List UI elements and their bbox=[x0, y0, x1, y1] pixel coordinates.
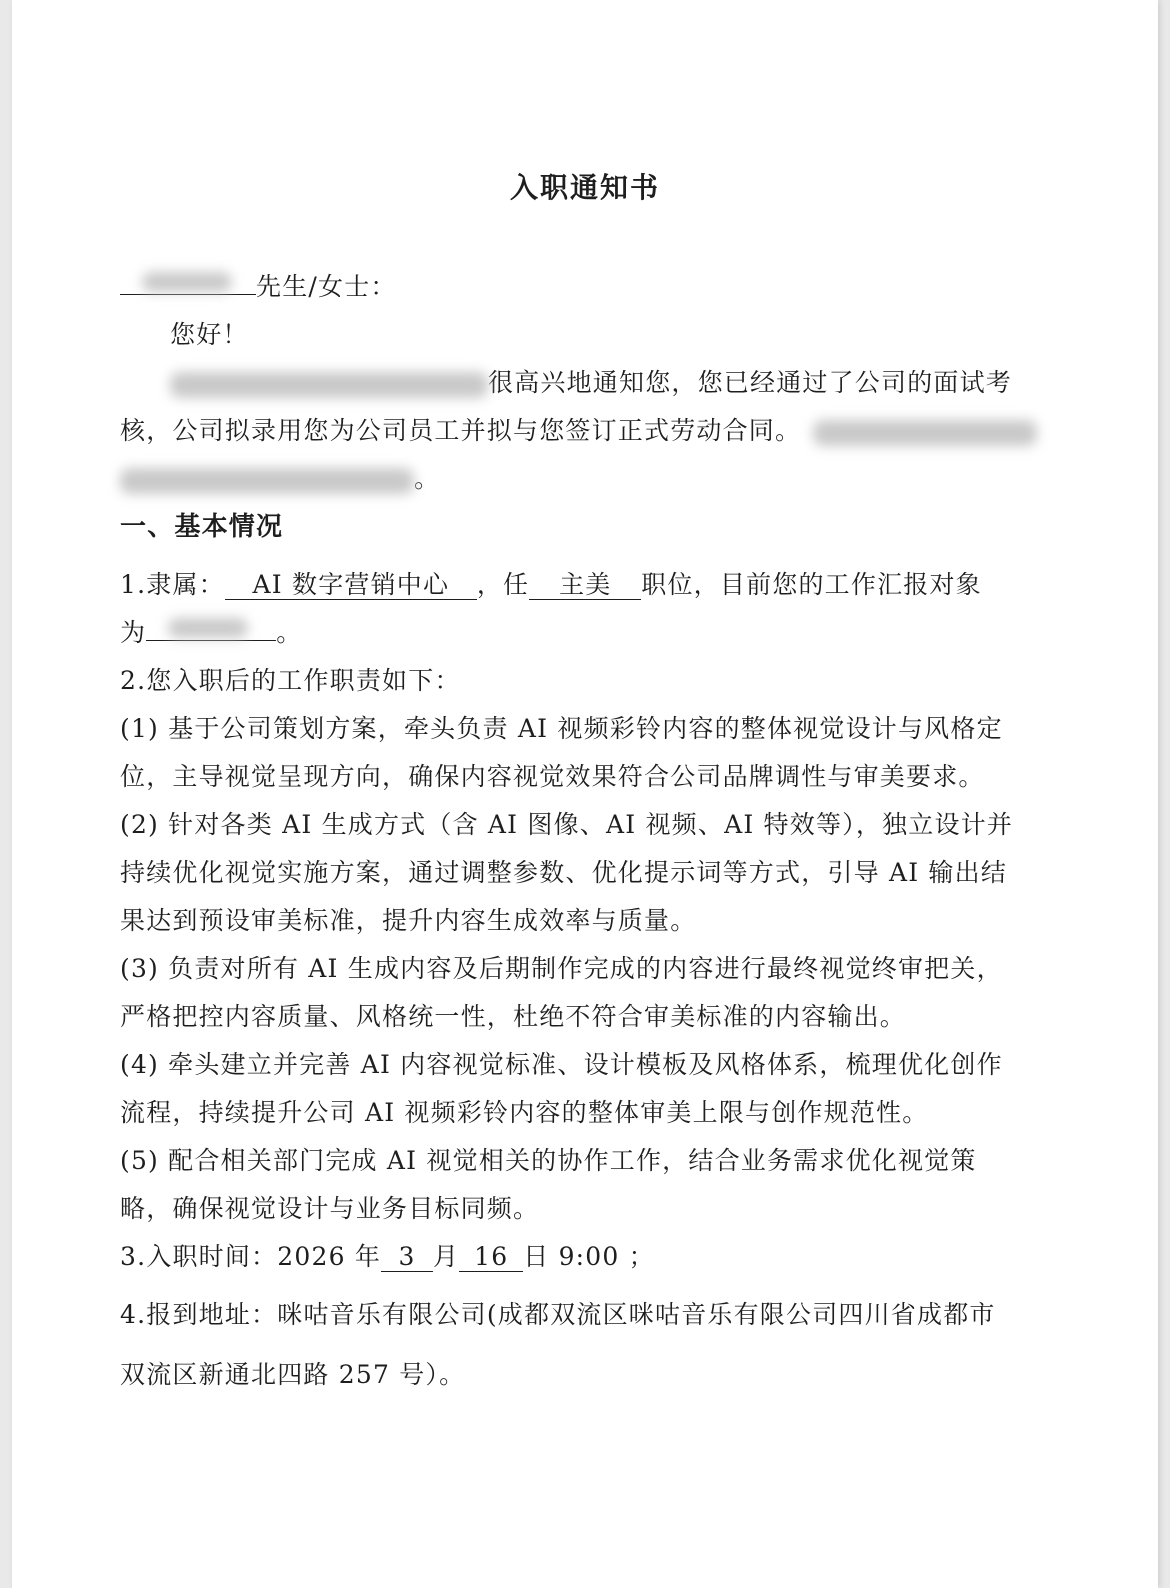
duty-1-line-2: 位，主导视觉呈现方向，确保内容视觉效果符合公司品牌调性与审美要求。 bbox=[120, 762, 985, 791]
duty-3-line-1: (3) 负责对所有 AI 生成内容及后期制作完成的内容进行最终视觉终审把关， bbox=[120, 954, 1003, 983]
recipient-name-blank bbox=[120, 272, 256, 295]
item-4-address-line-1: 4.报到地址：咪咕音乐有限公司(成都双流区咪咕音乐有限公司四川省成都市 bbox=[120, 1300, 996, 1329]
document-page bbox=[12, 0, 1158, 1588]
intro-line-3: 。 bbox=[120, 462, 440, 496]
item-2: 2.您入职后的工作职责如下： bbox=[120, 666, 461, 695]
duty-4-line-1: (4) 牵头建立并完善 AI 内容视觉标准、设计模板及风格体系，梳理优化创作 bbox=[120, 1050, 1003, 1079]
intro-line-1: 很高兴地通知您，您已经通过了公司的面试考 bbox=[170, 366, 1012, 400]
item-1-line-2: 为 。 bbox=[120, 618, 303, 647]
redacted-text-1 bbox=[813, 420, 1037, 446]
salutation-line bbox=[120, 270, 397, 304]
item-1-line-1: 1.隶属： AI 数字营销中心 ，任 主美 职位，目前您的工作汇报对象 bbox=[120, 570, 982, 599]
duty-5-line-2: 略，确保视觉设计与业务目标同频。 bbox=[120, 1194, 540, 1223]
start-month-field: 3 bbox=[381, 1243, 433, 1272]
duty-5-line-1: (5) 配合相关部门完成 AI 视觉相关的协作工作，结合业务需求优化视觉策 bbox=[120, 1146, 977, 1175]
document-title: 入职通知书 bbox=[509, 171, 660, 204]
duty-2-line-3: 果达到预设审美标准，提升内容生成效率与质量。 bbox=[120, 906, 697, 935]
salutation-suffix: 先生/女士： bbox=[256, 272, 397, 301]
intro-line-2: 核，公司拟录用您为公司员工并拟与您签订正式劳动合同。 bbox=[120, 414, 1037, 448]
redacted-text-2 bbox=[120, 468, 414, 494]
redacted-supervisor bbox=[168, 618, 248, 638]
duty-2-line-1: (2) 针对各类 AI 生成方式（含 AI 图像、AI 视频、AI 特效等），独立设计并 bbox=[120, 810, 1014, 839]
supervisor-blank bbox=[146, 618, 276, 641]
redacted-name bbox=[142, 272, 232, 292]
section-heading-basic: 一、基本情况 bbox=[120, 512, 284, 542]
duty-4-line-2: 流程，持续提升公司 AI 视频彩铃内容的整体审美上限与创作规范性。 bbox=[120, 1098, 929, 1127]
start-day-field: 16 bbox=[459, 1243, 523, 1272]
duty-1-line-1: (1) 基于公司策划方案，牵头负责 AI 视频彩铃内容的整体视觉设计与风格定 bbox=[120, 714, 1003, 743]
position-field: 主美 bbox=[529, 571, 641, 600]
greeting: 您好！ bbox=[170, 320, 249, 349]
department-field: AI 数字营销中心 bbox=[225, 571, 477, 600]
duty-2-line-2: 持续优化视觉实施方案，通过调整参数、优化提示词等方式，引导 AI 输出结 bbox=[120, 858, 1008, 887]
redacted-company bbox=[170, 372, 488, 398]
duty-3-line-2: 严格把控内容质量、风格统一性，杜绝不符合审美标准的内容输出。 bbox=[120, 1002, 907, 1031]
item-4-address-line-2: 双流区新通北四路 257 号）。 bbox=[120, 1360, 466, 1389]
item-3-start-date: 3.入职时间：2026 年 3 月 16 日 9:00 ； bbox=[120, 1242, 655, 1271]
